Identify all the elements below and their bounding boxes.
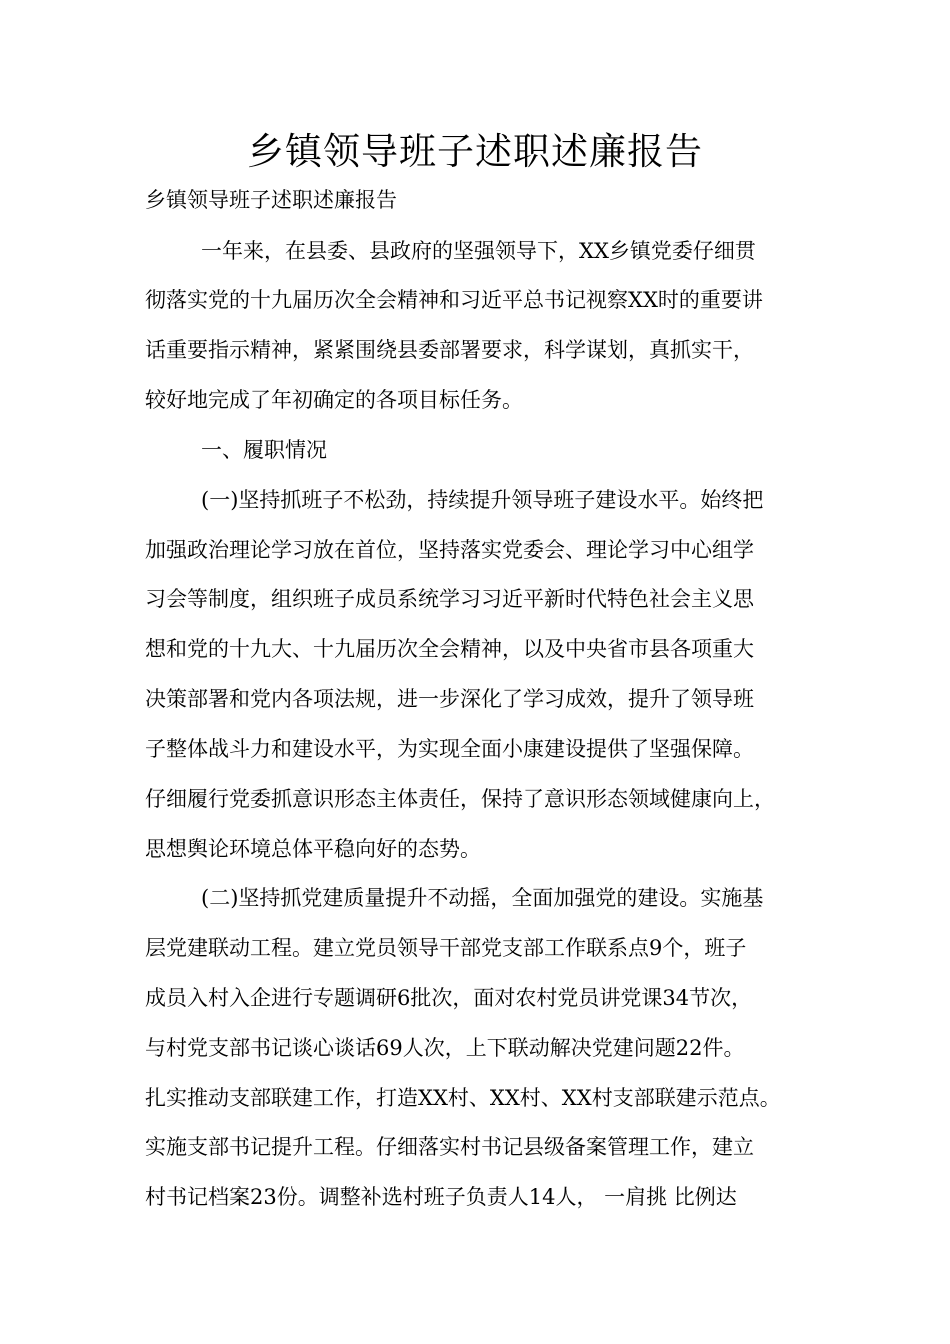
paragraph-line: 加强政治理论学习放在首位，坚持落实党委会、理论学习中心组学 [145, 538, 754, 562]
paragraph-line: 与村党支部书记谈心谈话69人次，上下联动解决党建问题22件。 [145, 1036, 745, 1060]
paragraph-line: 子整体战斗力和建设水平，为实现全面小康建设提供了坚强保障。 [145, 737, 754, 761]
paragraph-line: 村书记档案23份。调整补选村班子负责人14人， 一肩挑 比例达 [145, 1185, 737, 1209]
paragraph-line: 一年来，在县委、县政府的坚强领导下，XX乡镇党委仔细贯 [201, 239, 756, 263]
paragraph-line: 想和党的十九大、十九届历次全会精神，以及中央省市县各项重大 [145, 637, 754, 661]
paragraph-line: (二)坚持抓党建质量提升不动摇，全面加强党的建设。实施基 [201, 886, 764, 910]
paragraph-line: 仔细履行党委抓意识形态主体责任，保持了意识形态领域健康向上， [145, 787, 775, 811]
paragraph-line: 话重要指示精神，紧紧围绕县委部署要求，科学谋划，真抓实干， [145, 338, 754, 362]
paragraph-line: 习会等制度，组织班子成员系统学习习近平新时代特色社会主义思 [145, 587, 754, 611]
paragraph-line: 层党建联动工程。建立党员领导干部党支部工作联系点9个，班子 [145, 936, 747, 960]
document-title: 乡镇领导班子述职述廉报告 [247, 130, 703, 173]
paragraph-line: 彻落实党的十九届历次全会精神和习近平总书记视察XX时的重要讲 [145, 288, 763, 312]
document-subtitle: 乡镇领导班子述职述廉报告 [145, 188, 397, 212]
paragraph-line: 实施支部书记提升工程。仔细落实村书记县级备案管理工作，建立 [145, 1135, 754, 1159]
paragraph-line: (一)坚持抓班子不松劲，持续提升领导班子建设水平。始终把 [201, 488, 764, 512]
paragraph-line: 决策部署和党内各项法规，进一步深化了学习成效，提升了领导班 [145, 687, 754, 711]
paragraph-line: 成员入村入企进行专题调研6批次，面对农村党员讲党课34节次， [145, 986, 753, 1010]
paragraph-line: 较好地完成了年初确定的各项目标任务。 [145, 388, 523, 412]
paragraph-line: 扎实推动支部联建工作，打造XX村、XX村、XX村支部联建示范点。 [145, 1086, 781, 1110]
section-heading: 一、履职情况 [201, 438, 327, 462]
paragraph-line: 思想舆论环境总体平稳向好的态势。 [145, 837, 481, 861]
